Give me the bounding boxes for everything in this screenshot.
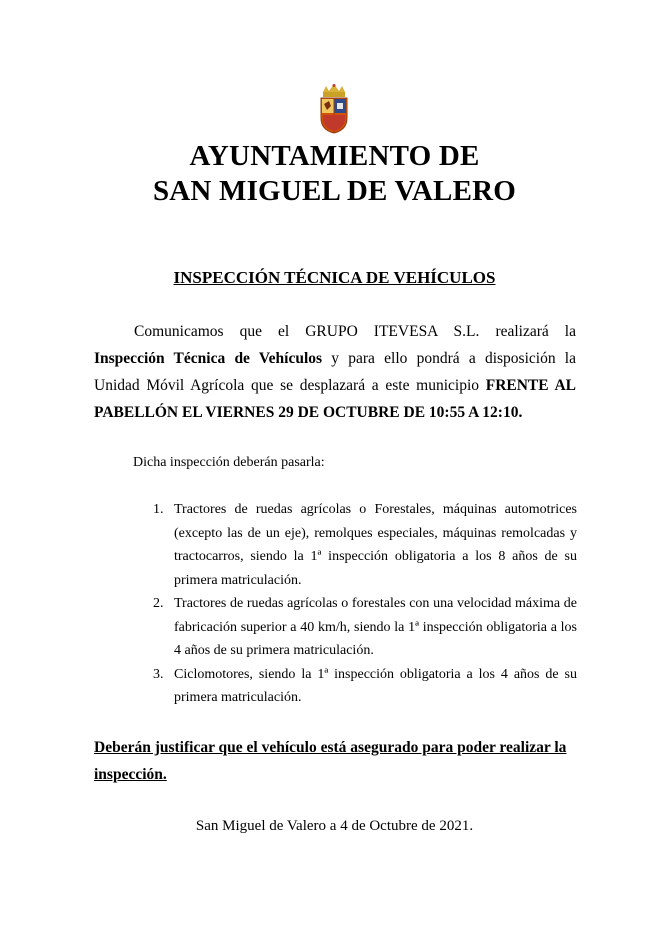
notice-heading: INSPECCIÓN TÉCNICA DE VEHÍCULOS bbox=[173, 268, 496, 287]
insurance-note: Deberán justificar que el vehículo está asegurado para poder realizar la inspección. bbox=[94, 739, 567, 783]
paragraph-line bbox=[94, 372, 576, 399]
bold-text: Inspección Técnica de Vehículos bbox=[94, 350, 323, 367]
text: y para ello pondrá a disposición la bbox=[322, 350, 576, 367]
intro-text: Dicha inspección deberán pasarla: bbox=[133, 455, 325, 470]
announcement-paragraph bbox=[94, 318, 576, 426]
list-item-number: 2. bbox=[153, 596, 164, 611]
list-item bbox=[133, 592, 577, 663]
list-item-text: Ciclomotores, siendo la 1ª inspección obligatoria a los 4 años de su primera matriculación. bbox=[174, 666, 577, 705]
town-title-line2: SAN MIGUEL DE VALERO bbox=[152, 175, 517, 207]
list-item-number: 1. bbox=[153, 502, 164, 517]
list-item bbox=[133, 498, 577, 592]
text: Comunicamos que el GRUPO ITEVESA S.L. realizará la bbox=[134, 323, 576, 340]
text: Unidad Móvil Agrícola que se desplazará a este municipio bbox=[94, 377, 486, 394]
paragraph-line bbox=[94, 318, 576, 345]
place-date: San Miguel de Valero a 4 de Octubre de 2021. bbox=[195, 818, 474, 834]
bold-text: PABELLÓN EL VIERNES 29 DE OCTUBRE DE 10:55 A 12:10. bbox=[94, 404, 523, 421]
list-item-number: 3. bbox=[153, 666, 164, 682]
requirements-list bbox=[133, 498, 577, 710]
town-title-line1: AYUNTAMIENTO DE bbox=[189, 140, 480, 172]
list-item-text: Tractores de ruedas agrícolas o Forestales, máquinas automotrices (excepto las de un eje), remolques especiales, máquinas remolcadas y tractocarros, siendo la 1ª inspección obligatoria a los 8 años de su primera matriculación. bbox=[174, 502, 577, 588]
paragraph-line bbox=[94, 399, 576, 426]
bold-text: FRENTE AL bbox=[485, 377, 576, 394]
list-item-text: Tractores de ruedas agrícolas o forestales con una velocidad máxima de fabricación superior a 40 km/h, siendo la 1ª inspección obligatoria a los 4 años de su primera matriculación. bbox=[174, 596, 577, 658]
paragraph-line bbox=[94, 345, 576, 372]
coat-of-arms-icon bbox=[318, 84, 350, 134]
list-item bbox=[133, 663, 577, 710]
